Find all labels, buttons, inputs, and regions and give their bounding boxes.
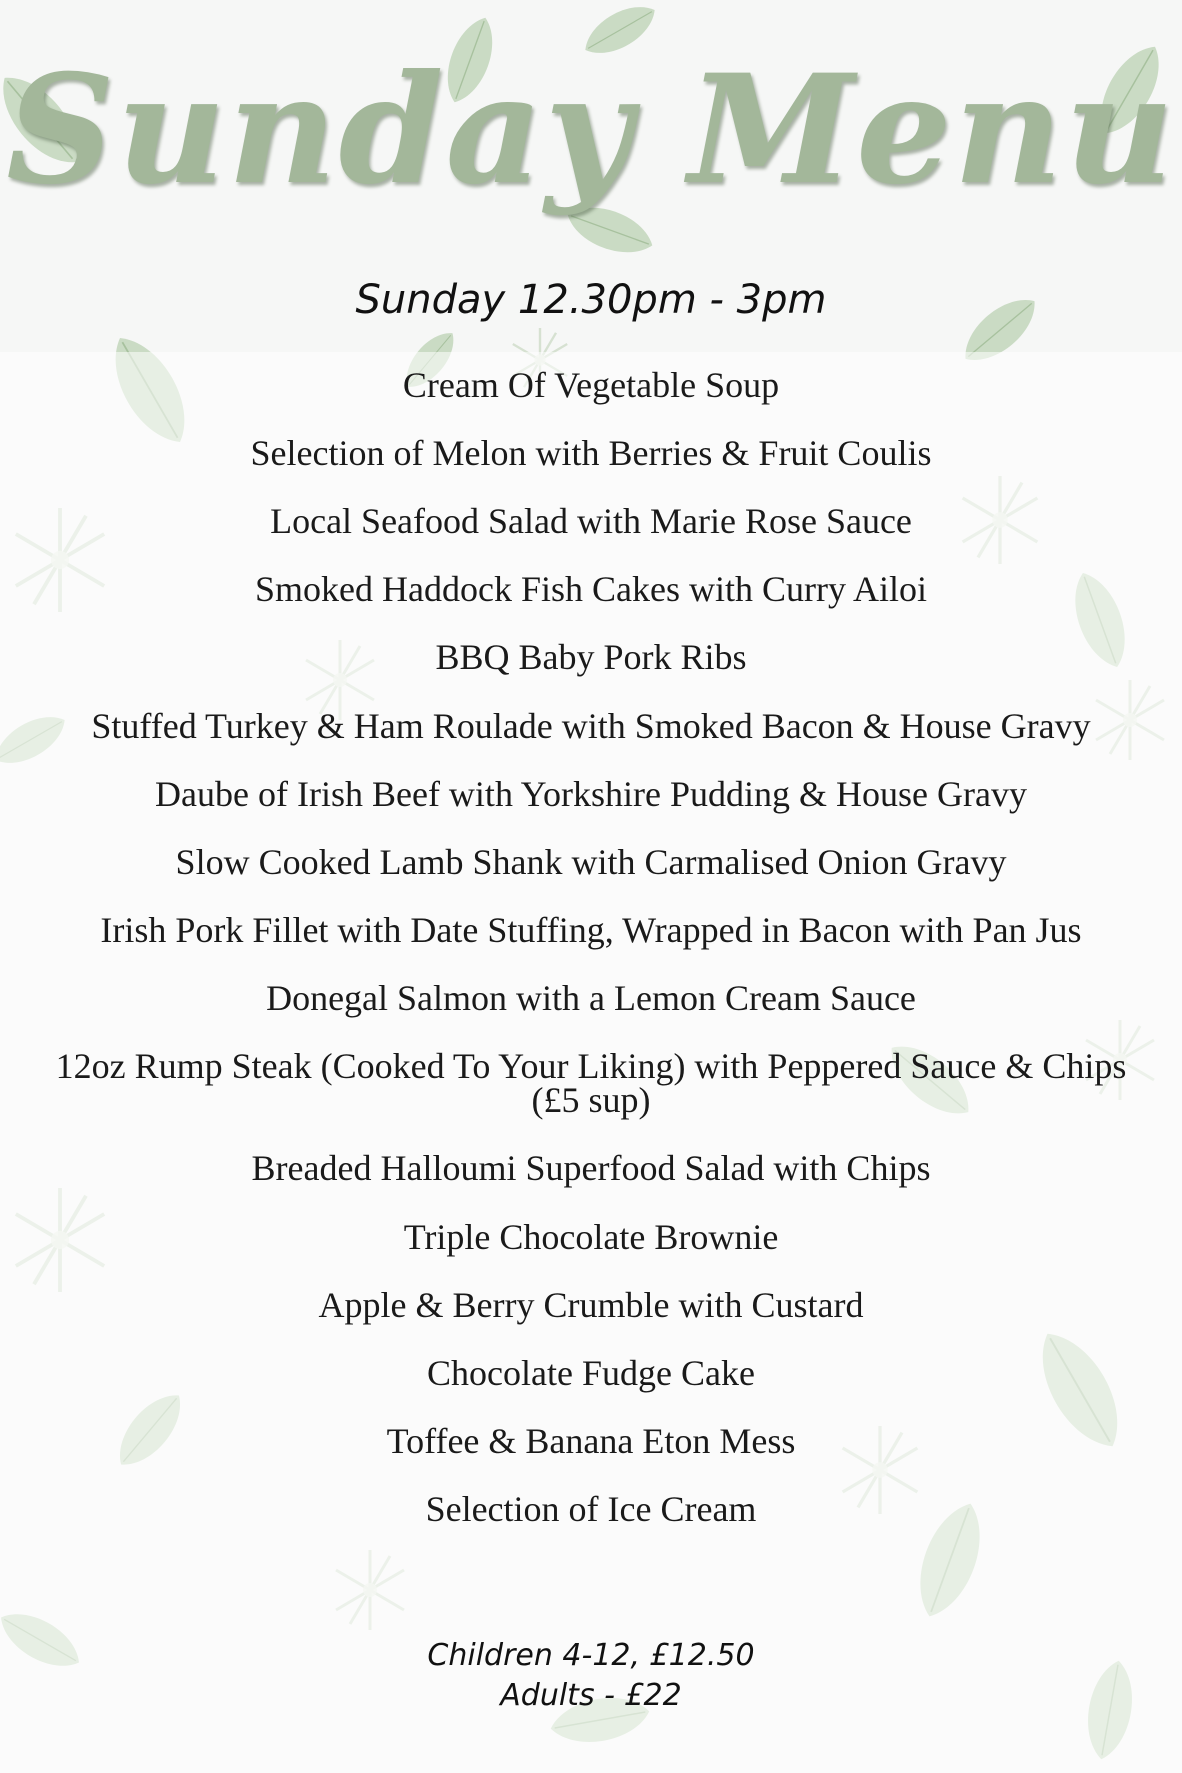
menu-item: Slow Cooked Lamb Shank with Carmalised Onion Gravy [175, 842, 1007, 882]
children-price: Children 4-12, £12.50 [427, 1638, 755, 1673]
menu-item: Irish Pork Fillet with Date Stuffing, Wrapped in Bacon with Pan Jus [100, 910, 1082, 950]
starters-course [0, 365, 1182, 677]
menu-item: Selection of Ice Cream [425, 1489, 757, 1529]
menu-item: Cream Of Vegetable Soup [402, 365, 780, 405]
menu-item: Selection of Melon with Berries & Fruit Coulis [250, 433, 932, 473]
menu-item: 12oz Rump Steak (Cooked To Your Liking) with Peppered Sauce & Chips (£5 sup) [55, 1046, 1127, 1120]
menu-item: Donegal Salmon with a Lemon Cream Sauce [266, 978, 916, 1018]
menu-item: Smoked Haddock Fish Cakes with Curry Ailoi [255, 569, 927, 609]
page-title: Sunday Menu [6, 42, 1176, 218]
menu-list [0, 365, 1182, 1529]
adults-price: Adults - £22 [500, 1678, 682, 1713]
menu-item: BBQ Baby Pork Ribs [435, 637, 747, 677]
menu-item: Local Seafood Salad with Marie Rose Sauce [270, 501, 912, 541]
service-hours: Sunday 12.30pm - 3pm [355, 277, 827, 323]
menu-item: Stuffed Turkey & Ham Roulade with Smoked Bacon & House Gravy [91, 706, 1091, 746]
menu-item: Chocolate Fudge Cake [427, 1353, 755, 1393]
menu-item: Breaded Halloumi Superfood Salad with Chips [251, 1148, 931, 1188]
menu-item: Apple & Berry Crumble with Custard [318, 1285, 864, 1325]
mains-course [0, 706, 1182, 1188]
menu-item: Toffee & Banana Eton Mess [386, 1421, 796, 1461]
menu-item: Triple Chocolate Brownie [403, 1217, 779, 1257]
desserts-course [0, 1217, 1182, 1529]
price-info [0, 1636, 1182, 1716]
menu-item: Daube of Irish Beef with Yorkshire Pudding & House Gravy [155, 774, 1027, 814]
